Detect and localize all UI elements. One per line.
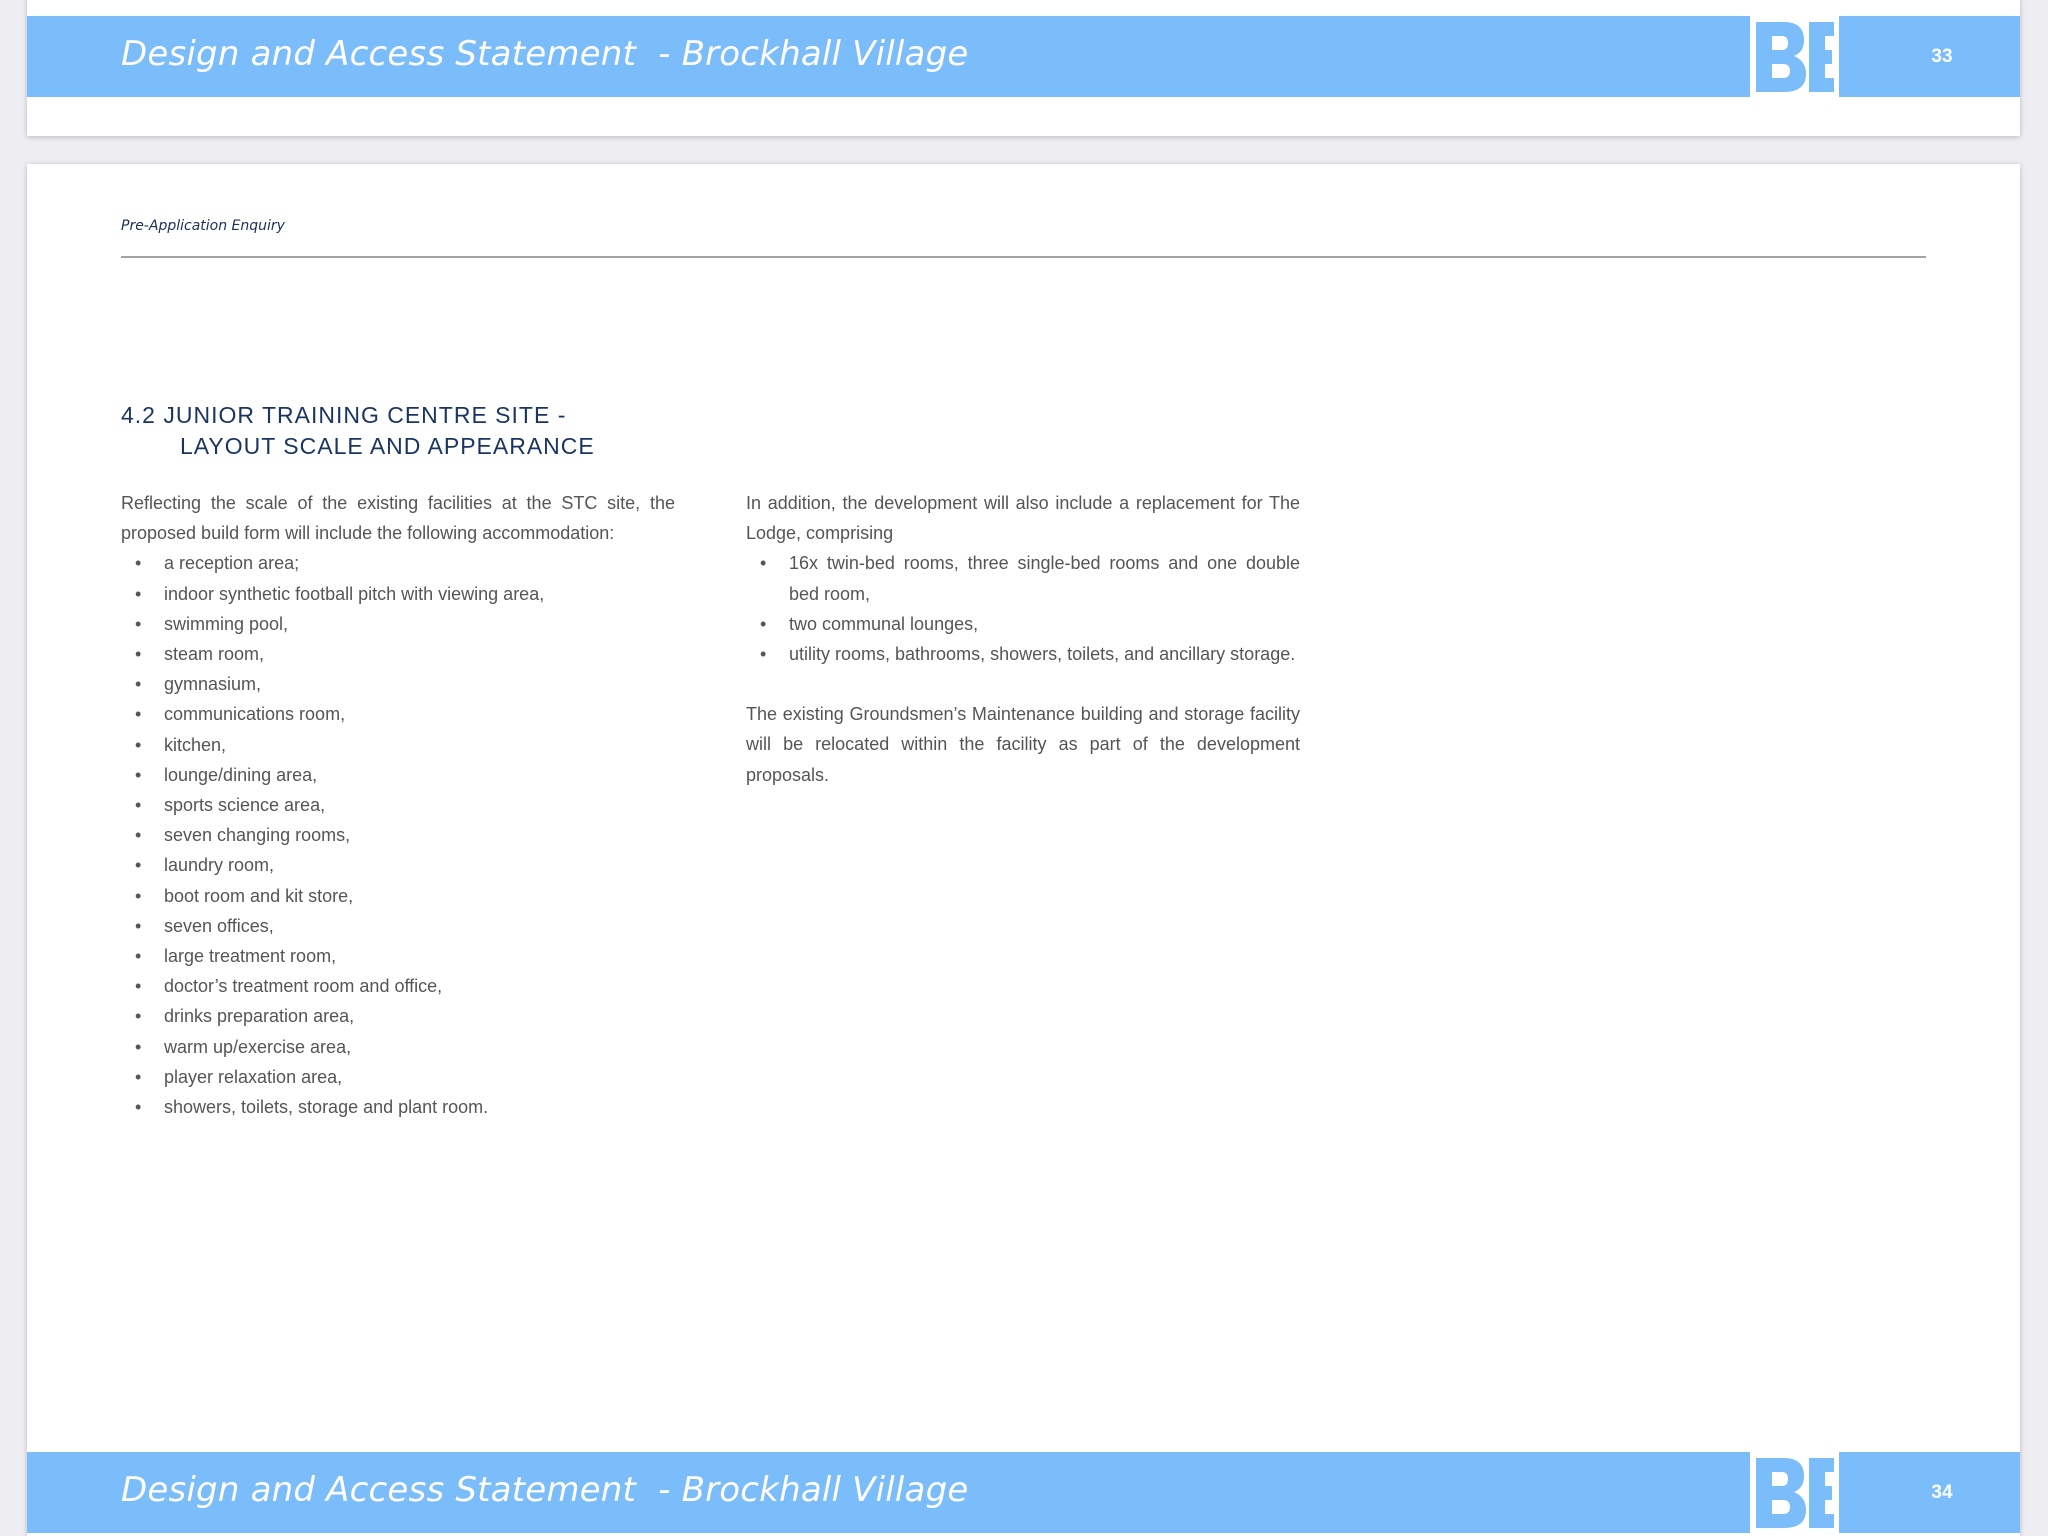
footer-title: Design and Access Statement - Brockhall Village bbox=[121, 34, 969, 74]
page-number: 33 bbox=[1931, 46, 1953, 67]
list-item: • steam room, bbox=[121, 639, 675, 669]
list-item: • two communal lounges, bbox=[746, 609, 1300, 639]
list-item: • indoor synthetic football pitch with viewing area, bbox=[121, 579, 675, 609]
list-item: • 16x twin-bed rooms, three single-bed rooms and one double bed room, bbox=[746, 548, 1300, 608]
page-34 bbox=[27, 164, 2020, 1536]
list-item: • showers, toilets, storage and plant room. bbox=[121, 1092, 675, 1122]
list-item: • seven changing rooms, bbox=[121, 820, 675, 850]
list-item: • sports science area, bbox=[121, 790, 675, 820]
right-intro: In addition, the development will also include a replacement for The Lodge, comprising bbox=[746, 493, 1300, 544]
running-head: Pre-Application Enquiry bbox=[121, 218, 285, 234]
left-column bbox=[121, 488, 675, 1122]
list-item: • a reception area; bbox=[121, 548, 675, 578]
right-closing: The existing Groundsmen’s Maintenance building and storage facility will be relocated within the facility as part of the development proposals. bbox=[746, 704, 1300, 785]
list-item: • warm up/exercise area, bbox=[121, 1032, 675, 1062]
header-rule bbox=[121, 256, 1926, 258]
list-item: • drinks preparation area, bbox=[121, 1001, 675, 1031]
section-heading-line1: 4.2 JUNIOR TRAINING CENTRE SITE - bbox=[121, 402, 567, 428]
section-heading bbox=[121, 400, 595, 462]
be-logo bbox=[1746, 1452, 1865, 1533]
paragraph-spacer bbox=[746, 669, 1300, 699]
page-33 bbox=[27, 0, 2020, 136]
page-number: 34 bbox=[1931, 1482, 1953, 1503]
right-column bbox=[746, 488, 1300, 790]
list-item: • doctor’s treatment room and office, bbox=[121, 971, 675, 1001]
list-item: • large treatment room, bbox=[121, 941, 675, 971]
footer-title: Design and Access Statement - Brockhall Village bbox=[121, 1470, 969, 1510]
list-item: • gymnasium, bbox=[121, 669, 675, 699]
list-item: • communications room, bbox=[121, 699, 675, 729]
left-intro: Reflecting the scale of the existing facilities at the STC site, the proposed build form will include the following accommodation: bbox=[121, 493, 675, 544]
be-logo bbox=[1746, 16, 1865, 97]
list-item: • boot room and kit store, bbox=[121, 881, 675, 911]
footer-band bbox=[27, 16, 2020, 97]
list-item: • swimming pool, bbox=[121, 609, 675, 639]
list-item: • kitchen, bbox=[121, 730, 675, 760]
list-item: • laundry room, bbox=[121, 850, 675, 880]
footer-band bbox=[27, 1452, 2020, 1533]
lodge-list bbox=[746, 548, 1300, 669]
section-heading-line2: LAYOUT SCALE AND APPEARANCE bbox=[180, 433, 595, 459]
list-item: • seven offices, bbox=[121, 911, 675, 941]
list-item: • utility rooms, bathrooms, showers, toilets, and ancillary storage. bbox=[746, 639, 1300, 669]
list-item: • player relaxation area, bbox=[121, 1062, 675, 1092]
accommodation-list bbox=[121, 548, 675, 1122]
list-item: • lounge/dining area, bbox=[121, 760, 675, 790]
